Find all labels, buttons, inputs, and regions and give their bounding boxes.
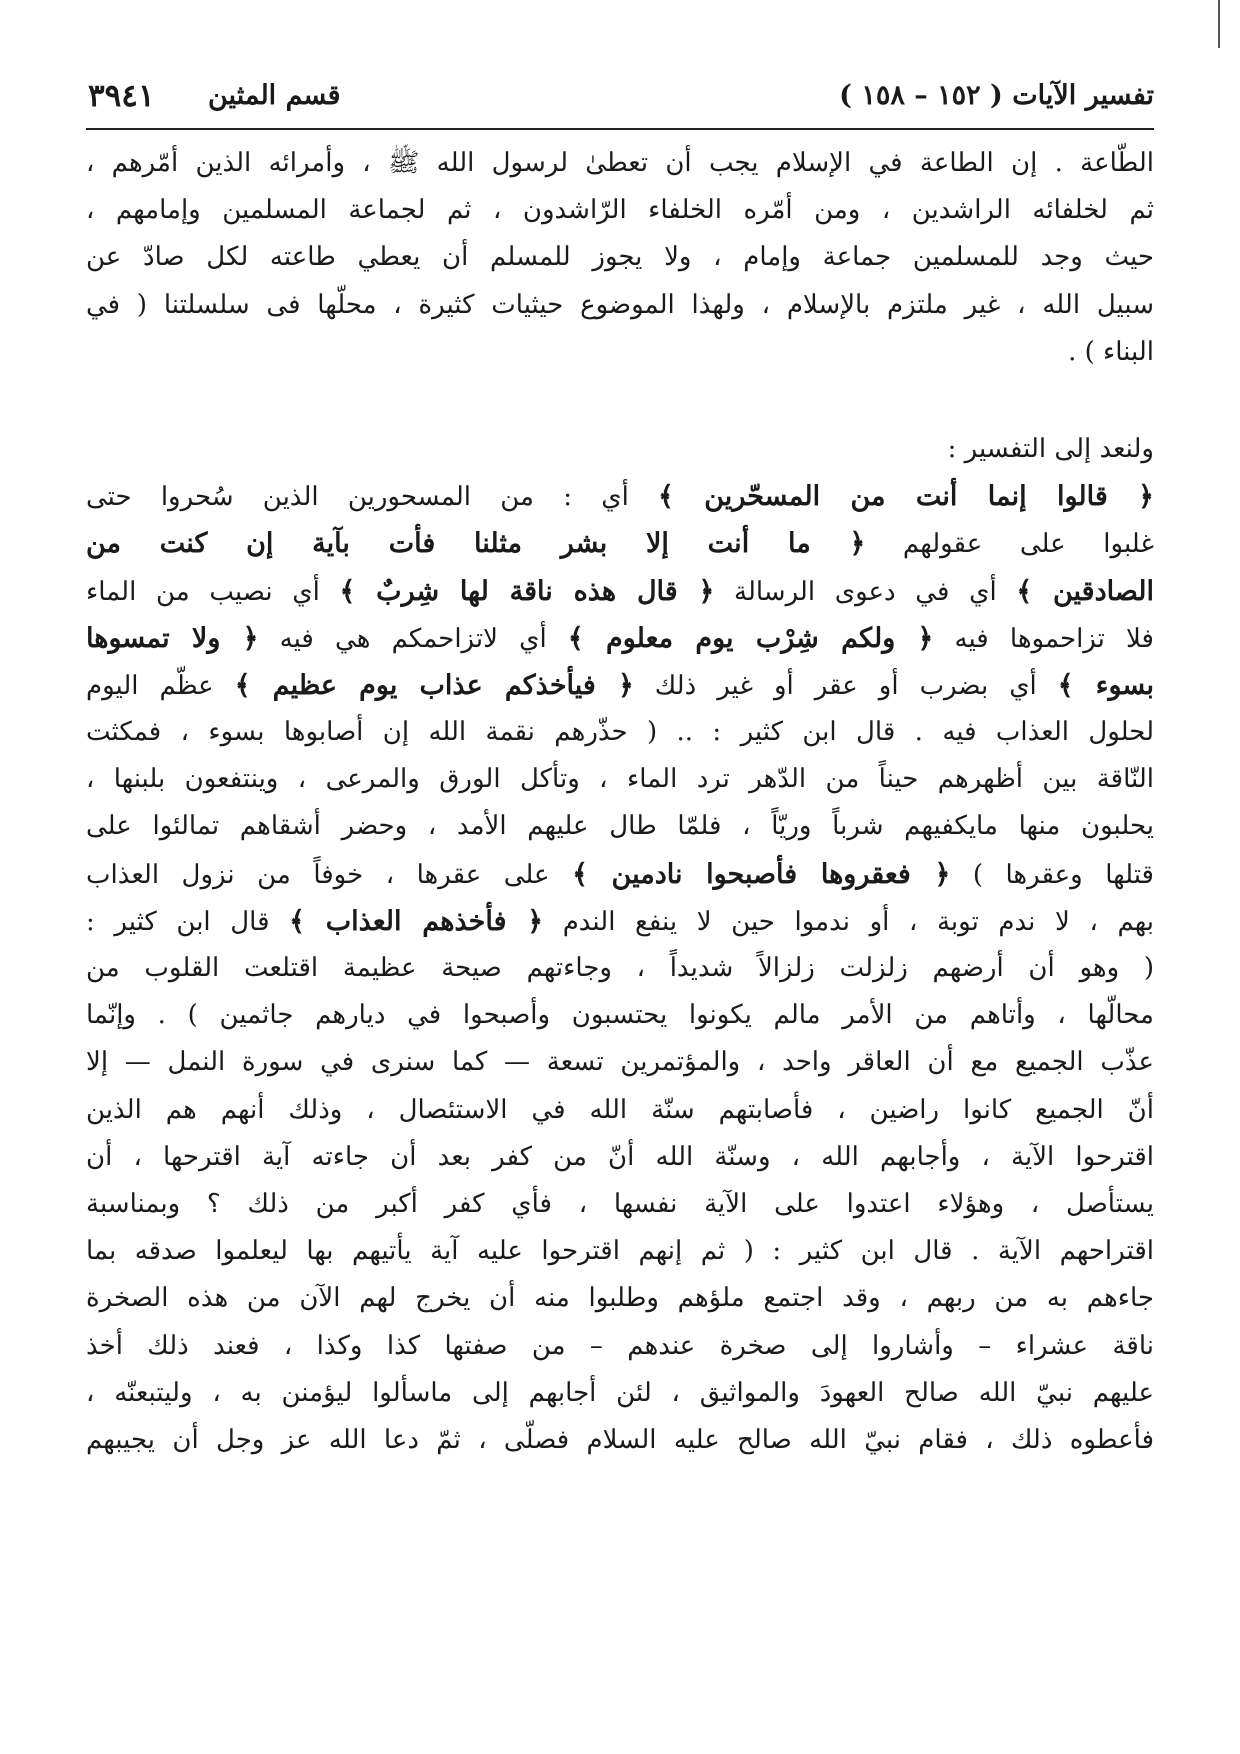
commentary-text: قال ابن كثير : [86, 906, 290, 937]
commentary-text: يستأصل ، وهؤلاء اعتدوا على الآية نفسها ، فأي كفر أكبر من ذلك ؟ وبمناسبة [86, 1188, 1154, 1219]
text-line [86, 945, 1154, 992]
text-line [86, 851, 1154, 898]
text-line: البناء ) . [1068, 336, 1154, 367]
commentary-text: أي بضرب أو عقر أو غير ذلك [633, 670, 1058, 701]
text-line [86, 992, 1154, 1039]
text-line [86, 803, 1154, 850]
quran-verse: ﴿ فعقروها فأصبحوا نادمين ﴾ [572, 858, 951, 890]
commentary-text: فلا تزاحموها فيه [933, 623, 1154, 654]
commentary-text: لحلول العذاب فيه . قال ابن كثير : .. ( حذّرهم نقمة الله إن أصابوها بسوء ، فمكثت [86, 717, 1154, 748]
commentary-text: اقترحوا الآية ، وأجابهم الله ، وسنّة الله أنّ من كفر بعد أن جاءته آية اقترحها ، أن [86, 1141, 1154, 1172]
text-line: سبيل الله ، غير ملتزم بالإسلام ، ولهذا الموضوع حيثيات كثيرة ، محلّها فى سلسلتنا ( في [86, 289, 1154, 320]
commentary-text: قتلها وعقرها ) [950, 859, 1154, 890]
commentary-text: على عقرها ، خوفاً من نزول العذاب [86, 859, 573, 890]
body-text [86, 140, 1154, 1464]
text-line: ولنعد إلى التفسير : [947, 433, 1154, 464]
text-line [86, 1275, 1154, 1322]
text-line [86, 615, 1154, 662]
text-line [86, 662, 1154, 709]
binding-mark [1218, 0, 1220, 48]
text-line [86, 1134, 1154, 1181]
text-line: ثم لخلفائه الراشدين ، ومن أمّره الخلفاء الرّاشدون ، ثم لجماعة المسلمين وإمامهم ، [86, 195, 1154, 226]
text-line [86, 756, 1154, 803]
paragraph-gap [86, 376, 1154, 426]
commentary-text: جاءهم به من ربهم ، وقد اجتمع ملؤهم وطلبوا منه أن يخرج لهم الآن من هذه الصخرة [86, 1283, 1154, 1314]
text-line [86, 709, 1154, 756]
text-line: حيث وجد للمسلمين جماعة وإمام ، ولا يجوز للمسلم أن يعطي طاعته لكل صادّ عن [86, 242, 1154, 273]
commentary-text: ناقة عشراء – وأشاروا إلى صخرة عندهم – من صفتها كذا وكذا ، فعند ذلك أخذ [86, 1330, 1154, 1361]
quran-verse: بسوء ﴾ [1057, 669, 1154, 701]
section-name: قسم المثين [208, 80, 341, 111]
quran-verse: ﴿ ما أنت إلا بشر مثلنا فأت بآية إن كنت من [86, 528, 866, 560]
quran-verse: ﴿ فيأخذكم عذاب يوم عظيم ﴾ [234, 669, 634, 701]
commentary-text: يحلبون منها مايكفيهم شرباً وريّاً ، فلمّا طال عليهم الأمد ، وحضر أشقاهم تمالئوا على [86, 811, 1154, 842]
quran-verse: ﴿ قال هذه ناقة لها شِربٌ ﴾ [339, 575, 715, 607]
text-line [86, 473, 1154, 520]
commentary-text: النّاقة بين أظهرهم حيناً من الدّهر ترد الماء ، وتأكل الورق والمرعى ، وينتفعون بلبنها ، [86, 764, 1154, 795]
text-line [86, 1323, 1154, 1370]
commentary-text: أي : من المسحورين الذين سُحروا حتى [86, 482, 659, 513]
quran-verse: ﴿ ولكم شِرْب يوم معلوم ﴾ [567, 622, 934, 654]
commentary-text: أي في دعوى الرسالة [714, 576, 1017, 607]
running-title: تفسير الآيات ( ١٥٢ – ١٥٨ ) [839, 80, 1154, 111]
text-line [86, 1370, 1154, 1417]
header-rule [86, 128, 1154, 130]
commentary-text: عذّب الجميع مع أن العاقر واحد ، والمؤتمرين تسعة — كما سنرى في سورة النمل — إلا [86, 1047, 1154, 1078]
commentary-text: عليهم نبيّ الله صالح العهودَ والمواثيق ، لئن أجابهم إلى ماسألوا ليؤمنن به ، وليتبعنّه ، [86, 1377, 1154, 1408]
commentary-text: اقتراحهم الآية . قال ابن كثير : ( ثم إنهم اقترحوا عليه آية يأتيهم بها ليعلموا صدقه بما [86, 1236, 1154, 1267]
text-line [86, 568, 1154, 615]
commentary-text: بهم ، لا ندم توبة ، أو ندموا حين لا ينفع الندم [543, 906, 1154, 937]
text-line [86, 1087, 1154, 1134]
commentary-text: أي نصيب من الماء [86, 576, 340, 607]
text-line [86, 520, 1154, 567]
commentary-text: غلبوا على عقولهم [865, 529, 1154, 560]
text-line [86, 1181, 1154, 1228]
text-line [86, 1039, 1154, 1086]
commentary-text: محالّها ، وأتاهم من الأمر مالم يكونوا يحتسبون وأصبحوا في ديارهم جاثمين ) . وإنّما [86, 1000, 1154, 1031]
commentary-text: فأعطوه ذلك ، فقام نبيّ الله صالح عليه السلام فصلّى ، ثمّ دعا الله عز وجل أن يجيبهم [86, 1424, 1154, 1455]
commentary-text: أنّ الجميع كانوا راضين ، فأصابتهم سنّة الله في الاستئصال ، وذلك أنهم هم الذين [86, 1094, 1154, 1125]
paragraph-obedience [86, 140, 1154, 376]
text-line [86, 1417, 1154, 1464]
commentary-text: ( وهو أن أرضهم زلزلت زلزالاً شديداً ، وجاءتهم صيحة عظيمة اقتلعت القلوب من [86, 953, 1154, 983]
text-line [86, 898, 1154, 945]
quran-verse: ﴿ ولا تمسوها [86, 622, 259, 654]
commentary-text: عظّم اليوم [86, 670, 235, 701]
quran-verse: ﴿ قالوا إنما أنت من المسحّرين ﴾ [658, 481, 1154, 513]
quran-verse: الصادقين ﴾ [1016, 575, 1154, 607]
paragraph-return-to-tafsir [86, 426, 1154, 473]
page-header [88, 80, 1154, 120]
quran-verse: ﴿ فأخذهم العذاب ﴾ [289, 905, 544, 937]
paragraph-tafsir [86, 473, 1154, 1464]
text-line: الطّاعة . إن الطاعة في الإسلام يجب أن تعطىٰ لرسول الله ﷺ ، وأمرائه الذين أمّرهم ، [86, 148, 1154, 178]
commentary-text: أي لاتزاحمكم هي فيه [258, 623, 568, 654]
text-line [86, 1228, 1154, 1275]
page-number: ٣٩٤١ [88, 78, 155, 114]
